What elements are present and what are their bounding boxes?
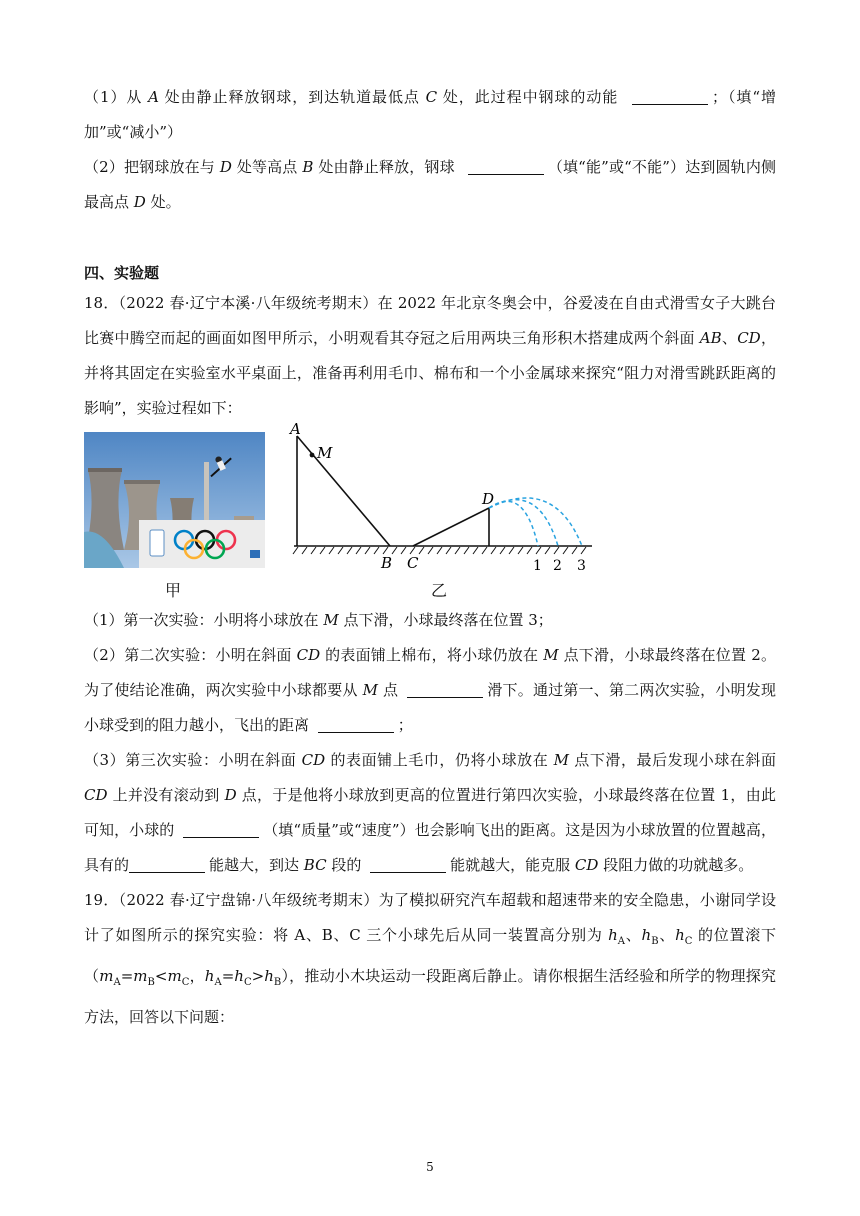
var-CD: CD	[296, 646, 321, 664]
var-CD: CD	[737, 329, 761, 347]
slope-cd	[413, 508, 489, 546]
answer-blank[interactable]	[407, 681, 483, 698]
text: ；	[397, 716, 413, 734]
var-C: C	[425, 88, 438, 106]
q18-step1	[84, 603, 776, 638]
label-pos3: 3	[577, 558, 586, 574]
var-D: D	[224, 786, 237, 804]
text: 19．（2022 春·辽宁盘锦·八年级统考期末）为了模拟研究汽车超载和超速带来的安全隐患，小谢同学设计了如图所示的探究实验：将 A、B、C 三个小球先后从同一装置高分别为	[84, 891, 776, 944]
text: =	[120, 967, 134, 985]
var-h: h	[234, 967, 244, 985]
subscript: A	[214, 977, 222, 988]
label-pos2: 2	[553, 558, 562, 574]
var-m: m	[167, 967, 182, 985]
page-number: 5	[426, 1160, 434, 1174]
label-a: A	[290, 420, 301, 438]
label-b: B	[381, 554, 393, 572]
text: ，	[189, 967, 205, 985]
text: 的位置滚下（	[84, 926, 776, 985]
text: 点下滑，最后发现小球在斜面	[568, 751, 776, 769]
var-m: m	[99, 967, 114, 985]
var-h: h	[675, 926, 685, 944]
answer-blank[interactable]	[468, 158, 544, 175]
var-h: h	[641, 926, 652, 944]
figure-label-yi: 乙	[431, 581, 448, 600]
var-D: D	[133, 193, 146, 211]
text: <	[154, 967, 168, 985]
text: 点下滑，小球最终落在位置 3；	[338, 611, 553, 629]
ski-jump-photo	[84, 432, 265, 568]
text: （1）从	[84, 88, 149, 106]
var-m: m	[133, 967, 148, 985]
label-c: C	[407, 554, 419, 572]
section-title: 四、实验题	[84, 264, 160, 282]
text: （填“能”或“不能”）达到圆轨内侧最高点	[84, 158, 776, 211]
var-M: M	[543, 646, 559, 664]
text: 段阻力做的功就越多。	[598, 856, 754, 874]
text: （1）第一次实验：小明将小球放在	[84, 611, 324, 629]
text: （3）第三次实验：小明在斜面	[84, 751, 302, 769]
text: 的表面铺上毛巾，仍将小球放在	[325, 751, 554, 769]
var-CD: CD	[84, 786, 108, 804]
var-D: D	[219, 158, 232, 176]
text: 处等高点	[231, 158, 303, 176]
var-h: h	[204, 967, 215, 985]
q18-step3	[84, 743, 776, 883]
ground-hatch	[293, 547, 586, 554]
q18-intro	[84, 286, 776, 426]
var-A: A	[148, 88, 159, 106]
answer-blank[interactable]	[318, 716, 394, 733]
text: 、	[658, 926, 676, 944]
q19-intro	[84, 883, 776, 1035]
text: （填“质量”或“速度”）也会影响飞出的距离。这是因为小球放置的位置越高，具有的	[84, 821, 776, 874]
text: 、	[625, 926, 642, 944]
answer-blank[interactable]	[129, 856, 205, 873]
text: ；（填“增加”或“减小”）	[84, 88, 776, 141]
text: ，并将其固定在实验室水平桌面上，准备再利用毛巾、棉布和一个小金属球来探究“阻力对滑雪跳跃距离的影响”，实验过程如下：	[84, 329, 776, 417]
text: （2）第二次实验：小明在斜面	[84, 646, 297, 664]
text: 的表面铺上棉布，将小球仍放在	[320, 646, 544, 664]
var-M: M	[553, 751, 569, 769]
q17-part1	[84, 80, 776, 150]
subscript: C	[181, 977, 190, 988]
text: 处，此过程中钢球的动能	[437, 88, 625, 106]
subscript: A	[617, 936, 626, 947]
text: 处由静止释放，钢球	[313, 158, 460, 176]
photo-illustration	[84, 432, 265, 568]
text: 处由静止释放钢球，到达轨道最低点	[158, 88, 426, 106]
text: 18．（2022 春·辽宁本溪·八年级统考期末）在 2022 年北京冬奥会中，谷爱凌在自由式滑雪女子大跳台比赛中腾空而起的画面如图甲所示，小明观看其夺冠之后用两块三角形积木搭建成两个斜面	[84, 294, 776, 347]
var-B: B	[302, 158, 314, 176]
label-m: M	[317, 444, 333, 462]
text: 段的	[326, 856, 367, 874]
slope-diagram	[280, 416, 600, 586]
ball-m	[310, 453, 315, 458]
var-M: M	[323, 611, 339, 629]
text: =	[221, 967, 235, 985]
label-d: D	[482, 490, 495, 508]
text: 点，于是他将小球放到更高的位置进行第四次实验，小球最终落在位置 1，由此可知，小球的	[84, 786, 776, 839]
text: >	[251, 967, 265, 985]
subscript: B	[273, 977, 282, 988]
text: 上并没有滚动到	[107, 786, 225, 804]
var-M: M	[362, 681, 378, 699]
answer-blank[interactable]	[183, 821, 259, 838]
subscript: B	[651, 936, 659, 947]
figure-label-jia: 甲	[165, 581, 182, 600]
var-AB: AB	[699, 329, 722, 347]
q18-step2	[84, 638, 776, 743]
trajectories	[489, 498, 582, 546]
var-CD: CD	[574, 856, 599, 874]
slope-ab	[297, 436, 390, 546]
text: （2）把钢球放在与	[84, 158, 220, 176]
answer-blank[interactable]	[632, 88, 708, 105]
text: 处。	[145, 193, 181, 211]
text: 能就越大，能克服	[450, 856, 575, 874]
subscript: C	[684, 936, 693, 947]
var-h: h	[608, 926, 618, 944]
text: 点	[377, 681, 404, 699]
label-pos1: 1	[533, 558, 542, 574]
subscript: B	[147, 977, 155, 988]
text: 点下滑，小球最终落在位置 2。为了使结论准确，两次实验中小球都要从	[84, 646, 776, 699]
var-CD: CD	[301, 751, 326, 769]
var-BC: BC	[303, 856, 327, 874]
text: 、	[721, 329, 738, 347]
subscript: A	[113, 977, 121, 988]
answer-blank[interactable]	[370, 856, 446, 873]
text: ），推动小木块运动一段距离后静止。请你根据生活经验和所学的物理探究方法，回答以下问题：	[84, 967, 776, 1026]
subscript: C	[243, 977, 252, 988]
q17-part2	[84, 150, 776, 220]
var-h: h	[264, 967, 274, 985]
text: 能越大，到达	[209, 856, 304, 874]
text: 滑下。通过第一、第二两次实验，小明发现小球受到的阻力越小，飞出的距离	[84, 681, 776, 734]
